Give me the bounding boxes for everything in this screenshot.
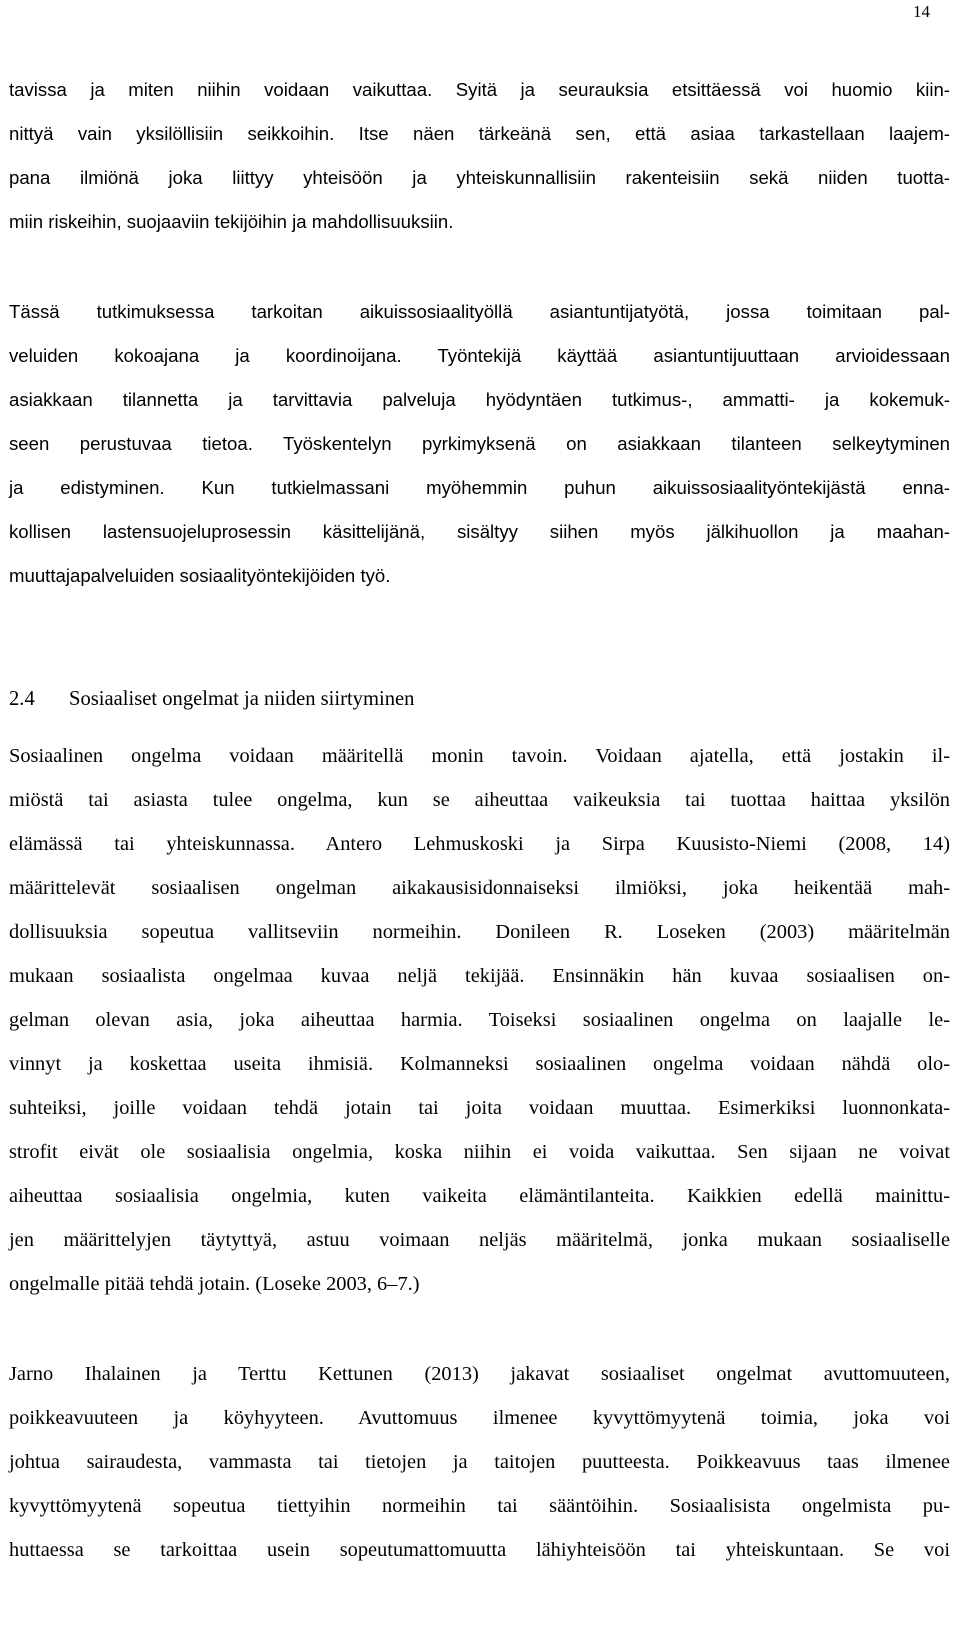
paragraph-line: dollisuuksia sopeutua vallitseviin normeihin. Donileen R. Loseken (2003) määritelmän [9,921,950,943]
paragraph-line: strofit eivät ole sosiaalisia ongelmia, koska niihin ei voida vaikuttaa. Sen sijaan ne voivat [9,1141,950,1163]
paragraph-line: poikkeavuuteen ja köyhyyteen. Avuttomuus ilmenee kyvyttömyytenä toimia, joka voi [9,1407,950,1429]
page-number: 14 [913,2,930,21]
paragraph-line: nittyä vain yksilöllisiin seikkoihin. Itse näen tärkeänä sen, että asiaa tarkastellaan laajem- [9,123,950,144]
paragraph-line: aiheuttaa sosiaalisia ongelmia, kuten vaikeita elämäntilanteita. Kaikkien edellä mainittu- [9,1185,950,1207]
paragraph-line: suhteiksi, joille voidaan tehdä jotain tai joita voidaan muuttaa. Esimerkiksi luonnonkata- [9,1097,950,1119]
paragraph-line: huttaessa se tarkoittaa usein sopeutumattomuutta lähiyhteisöön tai yhteiskuntaan. Se voi [9,1539,950,1561]
paragraph-line: tavissa ja miten niihin voidaan vaikuttaa. Syitä ja seurauksia etsittäessä voi huomio kiin- [9,79,950,100]
paragraph-line: veluiden kokoajana ja koordinoijana. Työntekijä käyttää asiantuntijuuttaan arvioidessaan [9,345,950,366]
paragraph-line: pana ilmiönä joka liittyy yhteisöön ja yhteiskunnallisiin rakenteisiin sekä niiden tuotta- [9,167,950,188]
paragraph-line: miöstä tai asiasta tulee ongelma, kun se aiheuttaa vaikeuksia tai tuottaa haittaa yksilön [9,789,950,811]
paragraph-line: määrittelevät sosiaalisen ongelman aikakausisidonnaiseksi ilmiöksi, joka heikentää mah- [9,877,950,899]
paragraph-line: asiakkaan tilannetta ja tarvittavia palveluja hyödyntäen tutkimus-, ammatti- ja kokemuk- [9,389,950,410]
paragraph-line: Tässä tutkimuksessa tarkoitan aikuissosiaalityöllä asiantuntijatyötä, jossa toimitaan pal- [9,301,950,322]
paragraph-line: mukaan sosiaalista ongelmaa kuvaa neljä tekijää. Ensinnäkin hän kuvaa sosiaalisen on- [9,965,950,987]
paragraph-line: jen määrittelyjen täytyttyä, astuu voimaan neljäs määritelmä, jonka mukaan sosiaaliselle [9,1229,950,1251]
paragraph-line: Jarno Ihalainen ja Terttu Kettunen (2013) jakavat sosiaaliset ongelmat avuttomuuteen, [9,1363,950,1385]
section-heading [9,688,414,711]
paragraph-line: ja edistyminen. Kun tutkielmassani myöhemmin puhun aikuissosiaalityöntekijästä enna- [9,477,950,498]
paragraph-line: vinnyt ja koskettaa useita ihmisiä. Kolmanneksi sosiaalinen ongelma voidaan nähdä olo- [9,1053,950,1075]
paragraph-line: muuttajapalveluiden sosiaalityöntekijöiden työ. [9,565,391,586]
paragraph-line: Sosiaalinen ongelma voidaan määritellä monin tavoin. Voidaan ajatella, että jostakin il- [9,745,950,767]
paragraph-line: seen perustuvaa tietoa. Työskentelyn pyrkimyksenä on asiakkaan tilanteen selkeytyminen [9,433,950,454]
paragraph-line: ongelmalle pitää tehdä jotain. (Loseke 2003, 6–7.) [9,1273,420,1295]
paragraph-line: elämässä tai yhteiskunnassa. Antero Lehmuskoski ja Sirpa Kuusisto-Niemi (2008, 14) [9,833,950,855]
paragraph-line: gelman olevan asia, joka aiheuttaa harmia. Toiseksi sosiaalinen ongelma on laajalle le- [9,1009,950,1031]
section-title: Sosiaaliset ongelmat ja niiden siirtyminen [69,688,415,710]
paragraph-line: kyvyttömyytenä sopeutua tiettyihin normeihin tai sääntöihin. Sosiaalisista ongelmista pu- [9,1495,950,1517]
paragraph-line: johtua sairaudesta, vammasta tai tietojen ja taitojen puutteesta. Poikkeavuus taas ilmenee [9,1451,950,1473]
paragraph-line: miin riskeihin, suojaaviin tekijöihin ja mahdollisuuksiin. [9,211,454,232]
section-number: 2.4 [9,688,35,710]
paragraph-line: kollisen lastensuojeluprosessin käsittelijänä, sisältyy siihen myös jälkihuollon ja maahan- [9,521,950,542]
